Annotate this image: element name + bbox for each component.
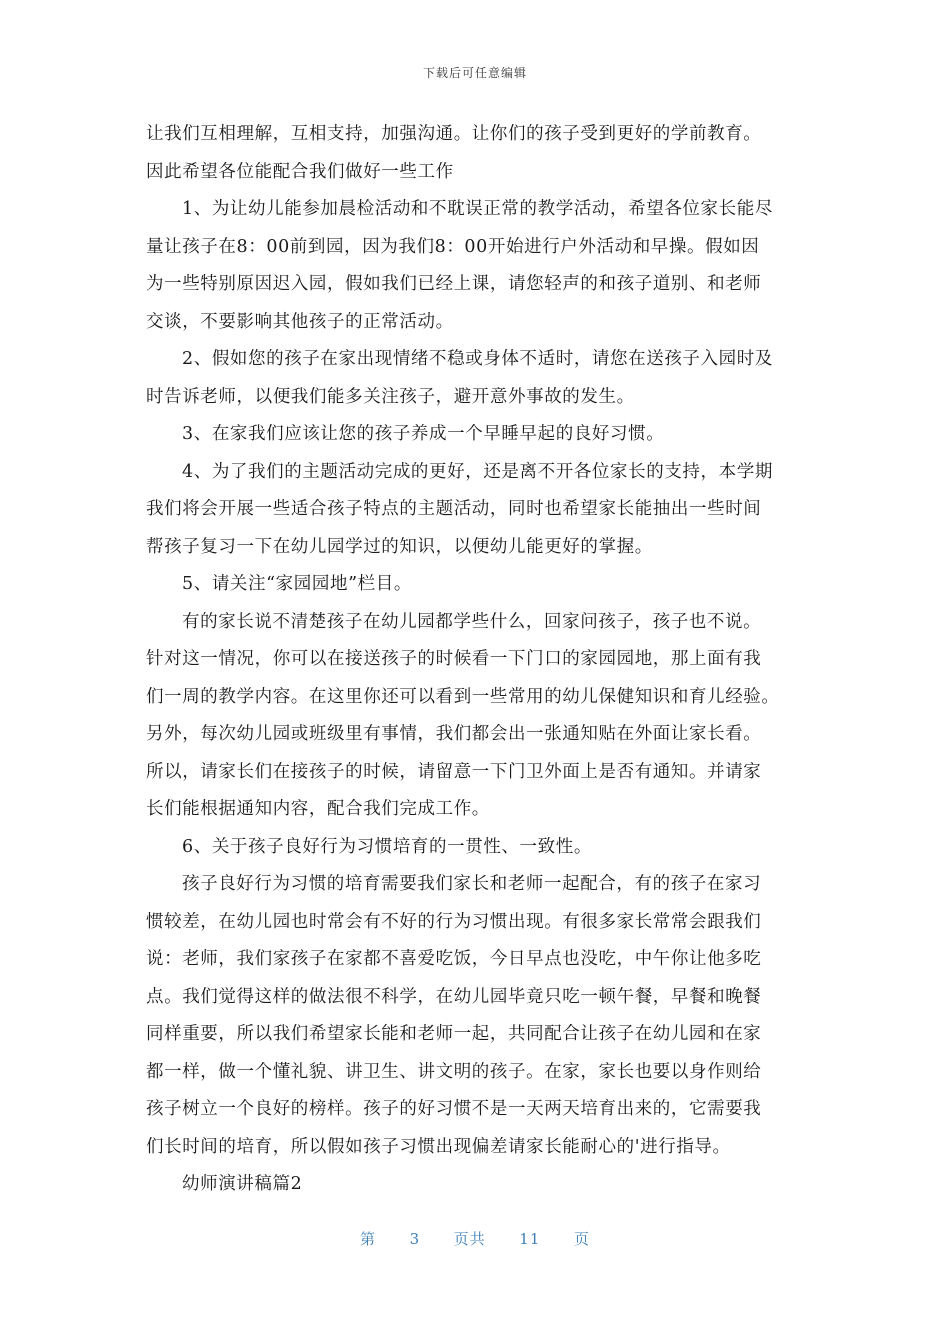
document-body [146,116,814,1204]
footer-page-number: 3 [409,1230,421,1248]
text-line: 1、为让幼儿能参加晨检活动和不耽误正常的教学活动，希望各位家长能尽 [182,199,773,219]
text-line: 让我们互相理解，互相支持，加强沟通。让你们的孩子受到更好的学前教育。 [146,124,762,144]
text-line: 5、请关注“家园园地”栏目。 [182,574,412,594]
text-line: 4、为了我们的主题活动完成的更好，还是离不开各位家长的支持，本学期 [182,461,773,482]
text-line: 说：老师，我们家孩子在家都不喜爱吃饭，今日早点也没吃，中午你让他多吃 [146,949,762,969]
text-line: 同样重要，所以我们希望家长能和老师一起，共同配合让孩子在幼儿园和在家 [146,1024,762,1044]
text-line: 交谈，不要影响其他孩子的正常活动。 [146,311,454,332]
text-line: 幼师演讲稿篇2 [182,1174,303,1194]
text-line: 长们能根据通知内容，配合我们完成工作。 [146,799,490,819]
text-line: 孩子树立一个良好的榜样。孩子的好习惯不是一天两天培育出来的，它需要我 [146,1099,762,1119]
text-line: 针对这一情况，你可以在接送孩子的时候看一下门口的家园园地，那上面有我 [146,649,762,669]
text-line: 量让孩子在8：00前到园，因为我们8：00开始进行户外活动和早操。假如因 [146,236,760,257]
footer-prefix: 第 [360,1230,377,1248]
text-line: 都一样，做一个懂礼貌、讲卫生、讲文明的孩子。在家，家长也要以身作则给 [146,1061,762,1082]
text-line: 我们将会开展一些适合孩子特点的主题活动，同时也希望家长能抽出一些时间 [146,499,762,519]
text-line: 3、在家我们应该让您的孩子养成一个早睡早起的良好习惯。 [182,424,665,444]
text-line: 有的家长说不清楚孩子在幼儿园都学些什么，回家问孩子，孩子也不说。 [182,611,762,632]
text-line: 另外，每次幼儿园或班级里有事情，我们都会出一张通知贴在外面让家长看。 [146,724,762,744]
text-line: 孩子良好行为习惯的培育需要我们家长和老师一起配合，有的孩子在家习 [182,874,762,894]
text-line: 们一周的教学内容。在这里你还可以看到一些常用的幼儿保健知识和育儿经验。 [146,686,780,707]
footer-mid: 页共 [453,1230,486,1248]
footer-total-pages: 11 [519,1230,541,1248]
footer-suffix: 页 [573,1230,590,1248]
page-header: 下载后可任意编辑 [422,66,527,80]
text-line: 6、关于孩子良好行为习惯培育的一贯性、一致性。 [182,836,592,857]
text-line: 为一些特别原因迟入园，假如我们已经上课，请您轻声的和孩子道别、和老师 [146,274,762,294]
text-line: 们长时间的培育，所以假如孩子习惯出现偏差请家长能耐心的'进行指导。 [146,1136,731,1157]
text-line: 帮孩子复习一下在幼儿园学过的知识，以便幼儿能更好的掌握。 [146,536,653,557]
text-line: 所以，请家长们在接孩子的时候，请留意一下门卫外面上是否有通知。并请家 [146,761,762,782]
text-line: 时告诉老师，以便我们能多关注孩子，避开意外事故的发生。 [146,386,635,407]
text-line: 惯较差，在幼儿园也时常会有不好的行为习惯出现。有很多家长常常会跟我们 [146,911,762,932]
page-footer [0,1228,950,1249]
text-line: 2、假如您的孩子在家出现情绪不稳或身体不适时，请您在送孩子入园时及 [182,349,773,369]
text-line: 因此希望各位能配合我们做好一些工作 [146,161,454,182]
text-line: 点。我们觉得这样的做法很不科学，在幼儿园毕竟只吃一顿午餐，早餐和晚餐 [146,986,762,1007]
